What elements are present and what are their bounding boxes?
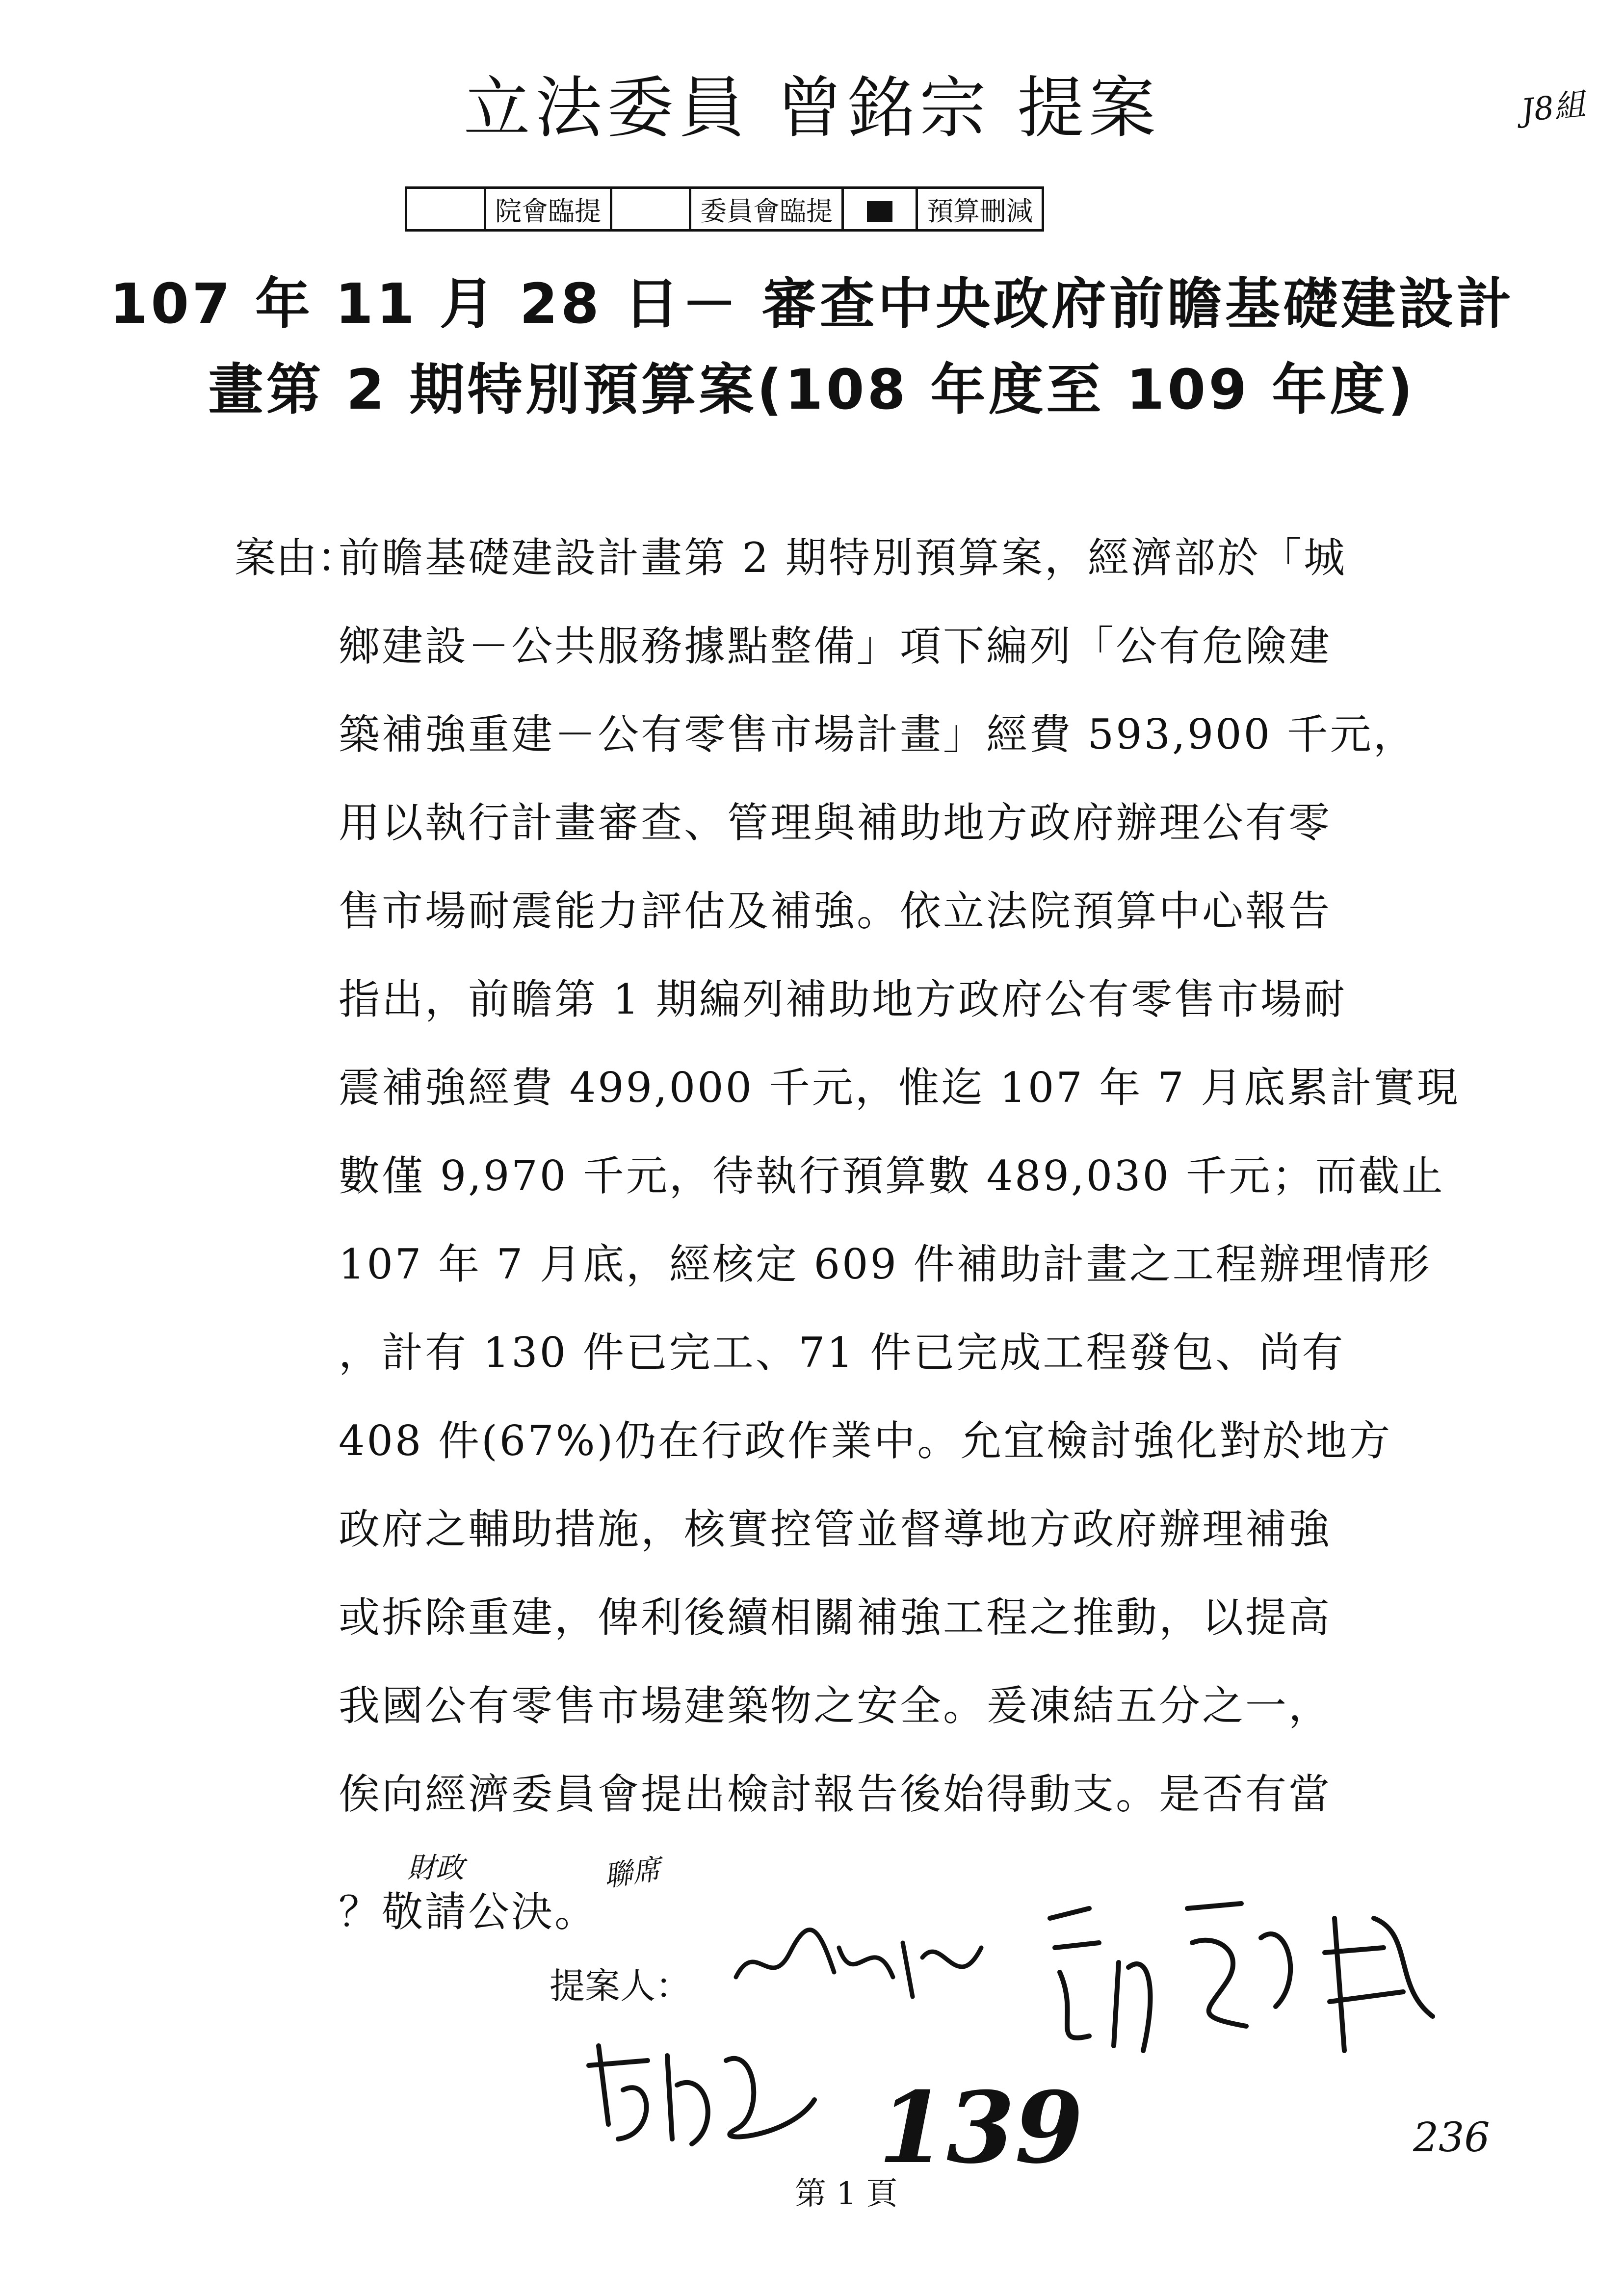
body-line: 政府之輔助措施，核實控管並督導地方政府辦理補強 [339,1505,1332,1553]
body-line: 築補強重建－公有零售市場計畫」經費 593,900 千元， [339,710,1416,758]
body-line: 俟向經濟委員會提出檢討報告後始得動支。是否有當 [339,1770,1332,1818]
body-line: 指出，前瞻第 1 期編列補助地方政府公有零售市場耐 [339,975,1347,1023]
type-label-floor: 院會臨提 [485,188,611,231]
body-line: 前瞻基礎建設計畫第 2 期特別預算案，經濟部於「城 [339,534,1347,582]
type-label-committee: 委員會臨提 [690,188,843,231]
body-line: ？敬請公決。 [339,1888,598,1936]
body-line: 數僅 9,970 千元，待執行預算數 489,030 千元；而截止 [339,1152,1445,1200]
type-label-budget-cut: 預算刪減 [917,188,1043,231]
corner-number: 236 [1413,2114,1490,2161]
corner-note: J8組 [1519,86,1587,130]
reason-label: 案由： [235,534,359,582]
signature-1 [726,1918,1001,2016]
body-line: 107 年 7 月底，經核定 609 件補助計畫之工程辦理情形 [339,1240,1432,1288]
body-line: 或拆除重建，俾利後續相關補強工程之推動，以提高 [339,1593,1332,1642]
stamp-number: 139 [878,2070,1083,2186]
body-line: 震補強經費 499,000 千元，惟迄 107 年 7 月底累計實現 [339,1064,1460,1112]
body-line: ，計有 130 件已完工、71 件已完成工程發包、尚有 [339,1329,1345,1377]
body-line: 我國公有零售市場建築物之安全。爰凍結五分之一， [339,1682,1332,1730]
document-title: 立法委員 曾銘宗 提案 [463,70,1161,147]
heading-line-1: 107 年 11 月 28 日－ 審查中央政府前瞻基礎建設計 [109,272,1515,336]
annotation-committee: 財政 [407,1851,465,1884]
body-line: 鄉建設－公共服務據點整備」項下編列「公有危險建 [339,622,1332,670]
body-line: 408 件(67%)仍在行政作業中。允宜檢討強化對於地方 [339,1417,1392,1465]
signature-2 [1030,1889,1472,2065]
signature-3 [579,2026,834,2154]
page-number: 第 1 頁 [795,2176,898,2212]
proposal-type-table [405,186,1044,232]
body-line: 售市場耐震能力評估及補強。依立法院預算中心報告 [339,887,1332,935]
annotation-joint: 聯席 [602,1852,663,1893]
heading-line-2: 畫第 2 期特別預算案(108 年度至 109 年度) [208,358,1416,422]
body-line: 用以執行計畫審查、管理與補助地方政府辦理公有零 [339,799,1332,847]
type-checkbox-committee[interactable] [611,188,690,231]
type-checkbox-floor[interactable] [406,188,485,231]
signature-label: 提案人： [550,1965,691,2007]
type-checkbox-budget-cut[interactable] [843,188,917,231]
checked-mark-icon [867,201,892,222]
